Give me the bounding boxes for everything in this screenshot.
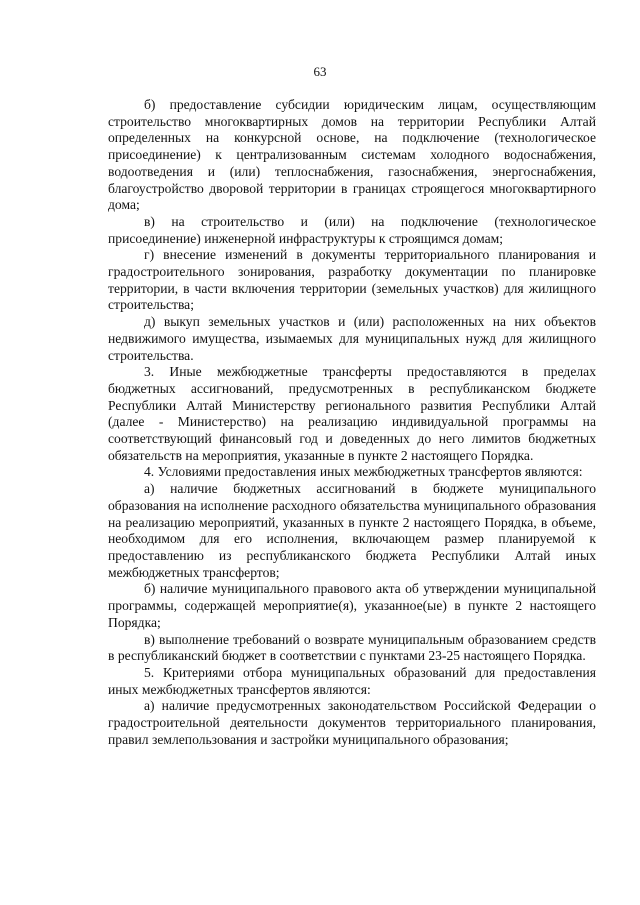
paragraph-4b-legal-act: б) наличие муниципального правового акта об утверждении муниципальной программы, содержащей мероприятие(я), указанное(ые) в пункте 2 настоящего Порядка; <box>108 581 596 630</box>
paragraph-d-land-purchase: д) выкуп земельных участков и (или) расположенных на них объектов недвижимого имущества, изымаемых для муниципальных нужд для жилищного строительства. <box>108 314 596 363</box>
paragraph-4-conditions: 4. Условиями предоставления иных межбюджетных трансфертов являются: <box>144 464 583 480</box>
paragraph-5-criteria: 5. Критериями отбора муниципальных образований для предоставления иных межбюджетных трансфертов являются: <box>108 664 596 697</box>
document-body <box>108 97 596 748</box>
paragraph-5a-planning-documents: а) наличие предусмотренных законодательством Российской Федерации о градостроительной деятельности документов территориального планирования, правил землепользования и застройки муниципального образования; <box>108 698 596 747</box>
paragraph-4a-budget-allocations: а) наличие бюджетных ассигнований в бюджете муниципального образования на исполнение расходного обязательства муниципального образования на реализацию мероприятий, указанных в пункте 2 настоящего Порядка, в объеме, необходимом для его исполнения, включающем размер планируемой к предоставлению из республиканского бюджета Республики Алтай иных межбюджетных трансфертов; <box>108 481 596 580</box>
paragraph-g-planning-changes: г) внесение изменений в документы территориального планирования и градостроительного зонирования, разработку документации по планировке территории, в части включения территории (земельных участков) для жилищного строительства; <box>108 247 596 313</box>
paragraph-b-subsidy: б) предоставление субсидии юридическим лицам, осуществляющим строительство многоквартирных домов на территории Республики Алтай определенных на конкурсной основе, на подключение (технологическое присоединение) к централизованным системам холодного водоснабжения, водоотведения и (или) теплоснабжения, газоснабжения, энергоснабжения, благоустройство дворовой территории в границах строящегося многоквартирного дома; <box>108 97 596 213</box>
paragraph-v-infrastructure: в) на строительство и (или) на подключение (технологическое присоединение) инженерной инфраструктуры к строящимся домам; <box>108 213 596 246</box>
paragraph-3-transfers: 3. Иные межбюджетные трансферты предоставляются в пределах бюджетных ассигнований, предусмотренных в республиканском бюджете Республики Алтай Министерству регионального развития Республики Алтай (далее - Министерство) на реализацию индивидуальной программы на соответствующий финансовый год и доведенных до него лимитов бюджетных обязательств на мероприятия, указанные в пункте 2 настоящего Порядка. <box>108 364 596 463</box>
page-number: 63 <box>313 64 327 79</box>
paragraph-4v-refund-requirements: в) выполнение требований о возврате муниципальным образованием средств в республиканский бюджет в соответствии с пунктами 23-25 настоящего Порядка. <box>108 631 596 664</box>
